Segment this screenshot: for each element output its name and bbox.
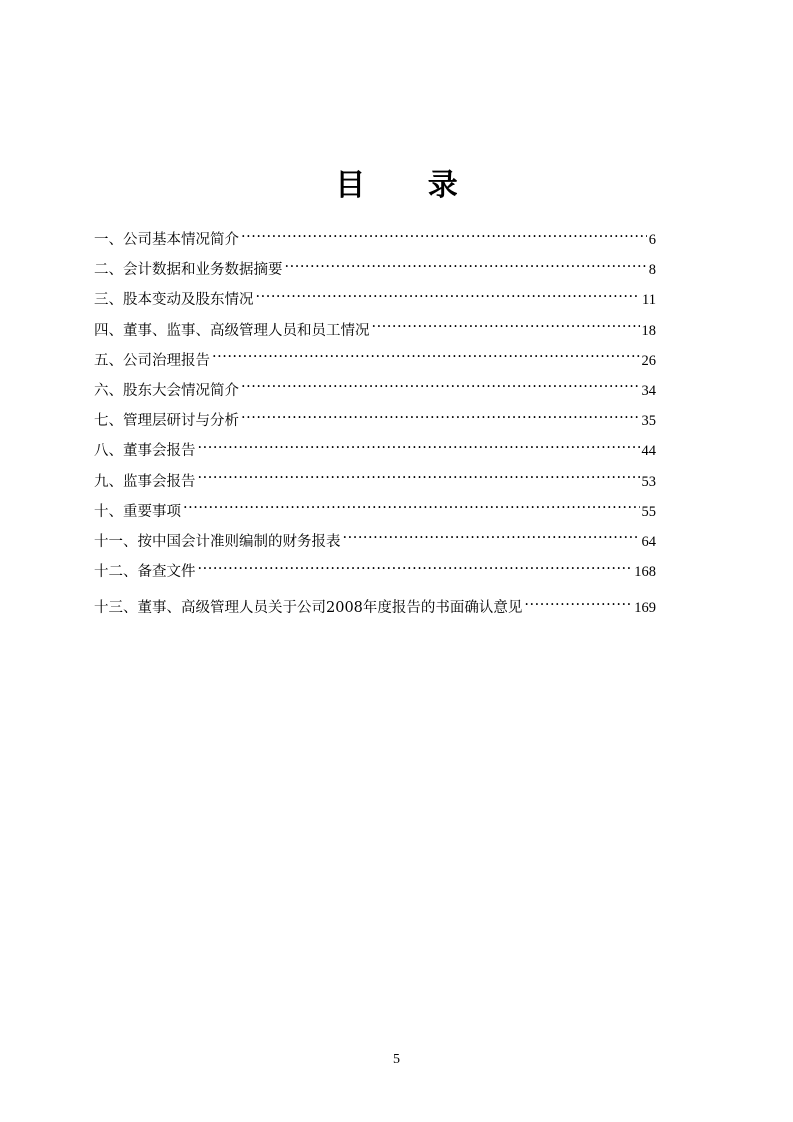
toc-entry-label: 五、公司治理报告 — [94, 352, 210, 369]
toc-entry[interactable] — [94, 379, 656, 409]
toc-entry-page: 168 — [634, 564, 656, 581]
dot-leader — [241, 411, 640, 426]
toc-entry-label: 九、监事会报告 — [94, 473, 196, 490]
dot-leader — [198, 562, 633, 577]
toc-entry[interactable] — [94, 349, 656, 379]
toc-entry[interactable] — [94, 596, 656, 626]
toc-entry[interactable] — [94, 530, 656, 560]
toc-entry[interactable] — [94, 258, 656, 288]
toc-entry-page: 6 — [648, 232, 656, 248]
toc-entry-label: 十一、按中国会计准则编制的财务报表 — [94, 533, 341, 550]
toc-entry-label: 七、管理层研讨与分析 — [94, 413, 239, 430]
toc-entry-label: 一、公司基本情况简介 — [94, 232, 239, 248]
dot-leader — [524, 598, 632, 613]
dot-leader — [183, 501, 640, 516]
table-of-contents — [94, 228, 656, 626]
toc-entry[interactable] — [94, 470, 656, 500]
toc-entry-page: 169 — [634, 600, 656, 617]
toc-entry-page: 34 — [641, 382, 656, 399]
page-number: 5 — [393, 1052, 400, 1067]
dot-leader — [343, 531, 640, 546]
toc-entry-label: 二、会计数据和业务数据摘要 — [94, 262, 283, 279]
toc-entry-label: 四、董事、监事、高级管理人员和员工情况 — [94, 322, 370, 339]
toc-entry-label: 十、重要事项 — [94, 503, 181, 520]
toc-entry[interactable] — [94, 288, 656, 318]
dot-leader — [198, 471, 640, 486]
toc-entry[interactable] — [94, 500, 656, 530]
toc-entry-label: 三、股本变动及股东情况 — [94, 292, 254, 309]
dot-leader — [372, 320, 640, 335]
toc-entry-label: 六、股东大会情况简介 — [94, 382, 239, 399]
dot-leader — [198, 441, 640, 456]
toc-entry-page: 64 — [641, 533, 656, 550]
dot-leader — [212, 350, 640, 365]
toc-entry-label: 十二、备查文件 — [94, 564, 196, 581]
toc-entry-page: 35 — [641, 413, 656, 430]
toc-entry-label: 十三、董事、高级管理人员关于公司2008年度报告的书面确认意见 — [94, 600, 523, 617]
dot-leader — [285, 260, 647, 275]
toc-entry-page: 53 — [641, 473, 656, 490]
dot-leader — [256, 290, 641, 305]
dot-leader — [241, 230, 647, 245]
page-title: 目 录 — [335, 168, 484, 203]
toc-entry-page: 55 — [641, 503, 656, 520]
dot-leader — [241, 380, 640, 395]
toc-entry-page: 44 — [641, 443, 656, 460]
toc-entry[interactable] — [94, 439, 656, 469]
toc-entry-page: 26 — [641, 352, 656, 369]
toc-entry[interactable] — [94, 228, 656, 258]
toc-entry[interactable] — [94, 409, 656, 439]
toc-entry-label: 八、董事会报告 — [94, 443, 196, 460]
toc-entry-page: 18 — [641, 322, 656, 339]
toc-entry[interactable] — [94, 560, 656, 590]
toc-entry-page: 8 — [648, 262, 656, 279]
toc-entry-page: 11 — [642, 292, 656, 309]
toc-entry[interactable] — [94, 319, 656, 349]
